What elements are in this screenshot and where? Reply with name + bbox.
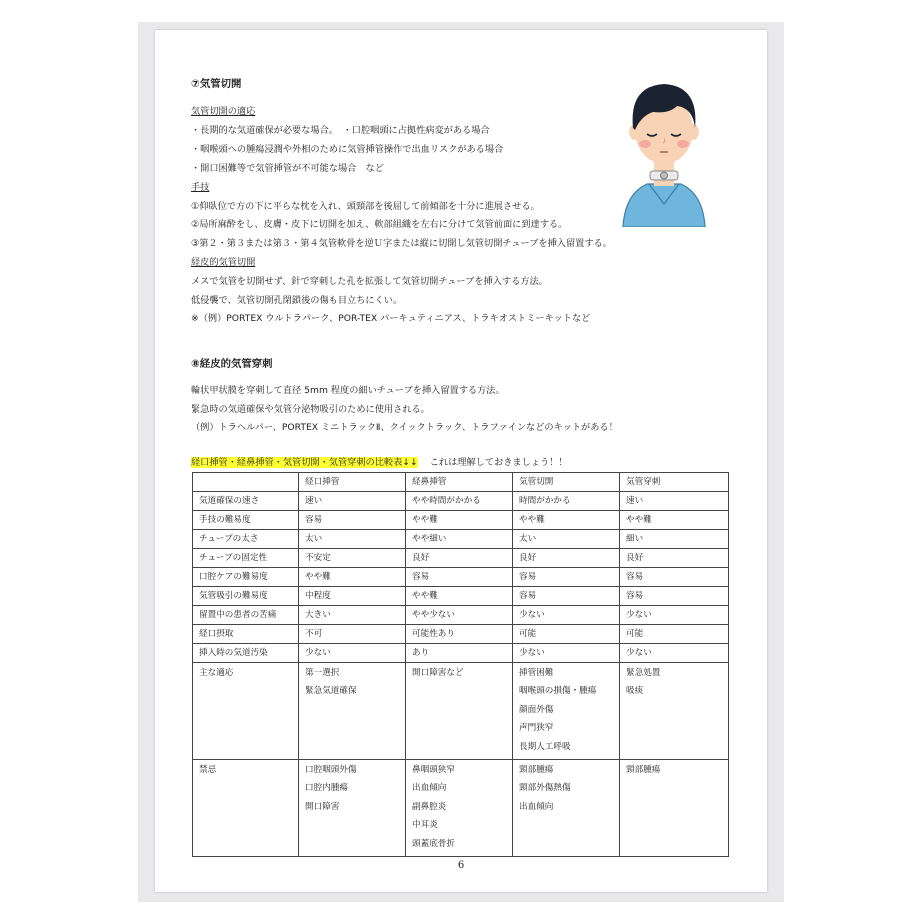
table-cell: 中程度	[299, 587, 406, 606]
row-label	[193, 760, 299, 857]
percutaneous-line: メスで気管を切開せず、針で穿刺した孔を拡張して気管切開チューブを挿入する方法。	[191, 276, 548, 287]
cell-line: 緊急気道確保	[305, 686, 357, 697]
patient-with-tracheostomy-illustration	[619, 72, 709, 227]
table-cell: 不安定	[299, 549, 406, 568]
comparison-table	[192, 472, 729, 857]
indication-line: ・長期的な気道確保が必要な場合。 ・口腔咽頭に占拠性病変がある場合	[191, 125, 490, 136]
row-label: チューブの固定性	[193, 549, 299, 568]
table-cell: 良好	[620, 549, 729, 568]
table-cell: やや難	[406, 587, 513, 606]
table-cell: やや少ない	[406, 606, 513, 625]
technique-step: ①仰臥位で方の下に平らな枕を入れ、頭頸部を後屈して前傾部を十分に進展させる。	[191, 201, 540, 212]
table-cell	[299, 760, 406, 857]
table-cell: 少ない	[513, 606, 620, 625]
contraindication-row	[193, 760, 729, 857]
row-label: 気管吸引の難易度	[193, 587, 299, 606]
row-label	[193, 663, 299, 760]
table-cell	[513, 663, 620, 760]
table-row	[193, 511, 729, 530]
table-cell: 容易	[513, 587, 620, 606]
column-header: 気管穿刺	[620, 473, 729, 492]
table-cell: やや細い	[406, 530, 513, 549]
column-header	[193, 473, 299, 492]
percutaneous-line: ※（例）PORTEX ウルトラパーク、POR-TEX パーキュティニアス、トラキオストミーキットなど	[191, 313, 591, 324]
cell-line: 出血傾向	[519, 801, 554, 812]
table-cell: やや難	[513, 511, 620, 530]
table-cell: 太い	[299, 530, 406, 549]
table-cell: 容易	[620, 587, 729, 606]
cell-line: 口腔咽頭外傷	[305, 765, 357, 776]
row-label-text: 禁忌	[199, 765, 217, 776]
section7-title: ⑦気管切開	[191, 78, 242, 90]
cell-line: 口腔内腫瘍	[305, 783, 348, 794]
table-row	[193, 492, 729, 511]
indication-line: ・咽喉頭への腫瘍浸潤や外相のために気管挿管操作で出血リスクがある場合	[191, 144, 504, 155]
cell-line: 第一選択	[305, 668, 340, 678]
table-cell	[406, 760, 513, 857]
section8-line: 緊急時の気道確保や気管分泌物吸引のために使用される。	[191, 404, 430, 415]
table-cell	[406, 663, 513, 760]
table-caption	[191, 457, 568, 469]
table-cell: 時間がかかる	[513, 492, 620, 511]
table-cell: やや時間がかかる	[406, 492, 513, 511]
row-label: 気道確保の速さ	[193, 492, 299, 511]
indication-line: ・開口困難等で気管挿管が不可能な場合 など	[191, 163, 384, 174]
table-cell: 速い	[299, 492, 406, 511]
technique-heading: 手技	[191, 182, 210, 193]
table-cell: 不可	[299, 625, 406, 644]
cell-line: 頭蓋底骨折	[412, 838, 455, 849]
table-row	[193, 606, 729, 625]
table-cell: 太い	[513, 530, 620, 549]
table-cell: 細い	[620, 530, 729, 549]
cell-line: 開口障害	[305, 801, 340, 812]
table-caption-note: これは理解しておきましょう！！	[429, 457, 568, 468]
table-row	[193, 644, 729, 663]
table-cell: 容易	[620, 568, 729, 587]
cell-line: 出血傾向	[412, 783, 447, 794]
row-label: 挿入時の気道汚染	[193, 644, 299, 663]
table-cell: 容易	[299, 511, 406, 530]
table-cell: やや難	[620, 511, 729, 530]
table-cell	[513, 760, 620, 857]
table-cell: 良好	[513, 549, 620, 568]
column-header: 経口挿管	[299, 473, 406, 492]
table-cell: 良好	[406, 549, 513, 568]
cell-line: 挿管困難	[519, 668, 554, 678]
cell-line: 長期人工呼吸	[519, 741, 571, 752]
table-row	[193, 625, 729, 644]
table-cell	[299, 663, 406, 760]
row-label: チューブの太さ	[193, 530, 299, 549]
row-label: 留置中の患者の苦痛	[193, 606, 299, 625]
section8-line: （例）トラヘルパー、PORTEX ミニトラックⅡ、クイックトラック、トラファインなどのキットがある！	[191, 422, 618, 433]
table-cell: 速い	[620, 492, 729, 511]
table-cell: 少ない	[513, 644, 620, 663]
cell-line: 頸部腫瘍	[626, 765, 661, 776]
table-cell: 容易	[406, 568, 513, 587]
section8-title: ⑧経皮的気管穿刺	[191, 358, 273, 370]
technique-step: ②局所麻酔をし、皮膚・皮下に切開を加え、軟部組織を左右に分けて気管前面に到達する。	[191, 219, 568, 230]
table-cell: やや難	[406, 511, 513, 530]
table-cell: やや難	[299, 568, 406, 587]
table-row	[193, 587, 729, 606]
table-cell: 少ない	[299, 644, 406, 663]
table-caption-highlight: 経口挿管・経鼻挿管・気管切開・気管穿刺の比較表↓↓	[191, 457, 418, 468]
page-number: 6	[457, 860, 465, 871]
table-cell: 容易	[513, 568, 620, 587]
table-cell: 大きい	[299, 606, 406, 625]
percutaneous-line: 低侵襲で、気管切開孔閉鎖後の傷も目立ちにくい。	[191, 295, 403, 306]
table-cell	[620, 663, 729, 760]
cell-line: 吸痰	[626, 686, 644, 697]
column-header: 経鼻挿管	[406, 473, 513, 492]
row-label: 手技の難易度	[193, 511, 299, 530]
table-cell: あり	[406, 644, 513, 663]
cell-line: 咽喉頭の損傷・腫瘍	[519, 686, 597, 697]
section8-line: 輪状甲状膜を穿刺して直径 5mm 程度の細いチューブを挿入留置する方法。	[191, 385, 505, 396]
table-row	[193, 568, 729, 587]
indication-row	[193, 663, 729, 760]
cell-line: 鼻咽頭狭窄	[412, 765, 455, 776]
row-label: 経口摂取	[193, 625, 299, 644]
table-header-row	[193, 473, 729, 492]
cell-line: 副鼻腔炎	[412, 801, 447, 812]
table-row	[193, 549, 729, 568]
row-label-text: 主な適応	[199, 668, 234, 678]
cell-line: 声門狭窄	[519, 723, 554, 734]
cell-line: 開口障害など	[412, 668, 464, 678]
technique-step: ③第２・第３または第３・第４気管軟骨を逆Ｕ字または縦に切開し気管切開チューブを挿入留置する。	[191, 238, 612, 249]
table-cell: 可能性あり	[406, 625, 513, 644]
percutaneous-heading: 経皮的気管切開	[191, 257, 256, 268]
table-cell: 可能	[620, 625, 729, 644]
row-label: 口腔ケアの難易度	[193, 568, 299, 587]
document-page	[155, 30, 767, 892]
cell-line: 頸部腫瘍	[519, 765, 554, 776]
table-cell: 少ない	[620, 606, 729, 625]
table-cell: 少ない	[620, 644, 729, 663]
cell-line: 中耳炎	[412, 820, 438, 831]
indication-heading: 気管切開の適応	[191, 106, 256, 117]
cell-line: 頸部外傷熱傷	[519, 783, 571, 794]
table-cell	[620, 760, 729, 857]
column-header: 気管切開	[513, 473, 620, 492]
cell-line: 緊急処置	[626, 668, 661, 678]
table-row	[193, 530, 729, 549]
table-cell: 可能	[513, 625, 620, 644]
cell-line: 顔面外傷	[519, 704, 554, 715]
